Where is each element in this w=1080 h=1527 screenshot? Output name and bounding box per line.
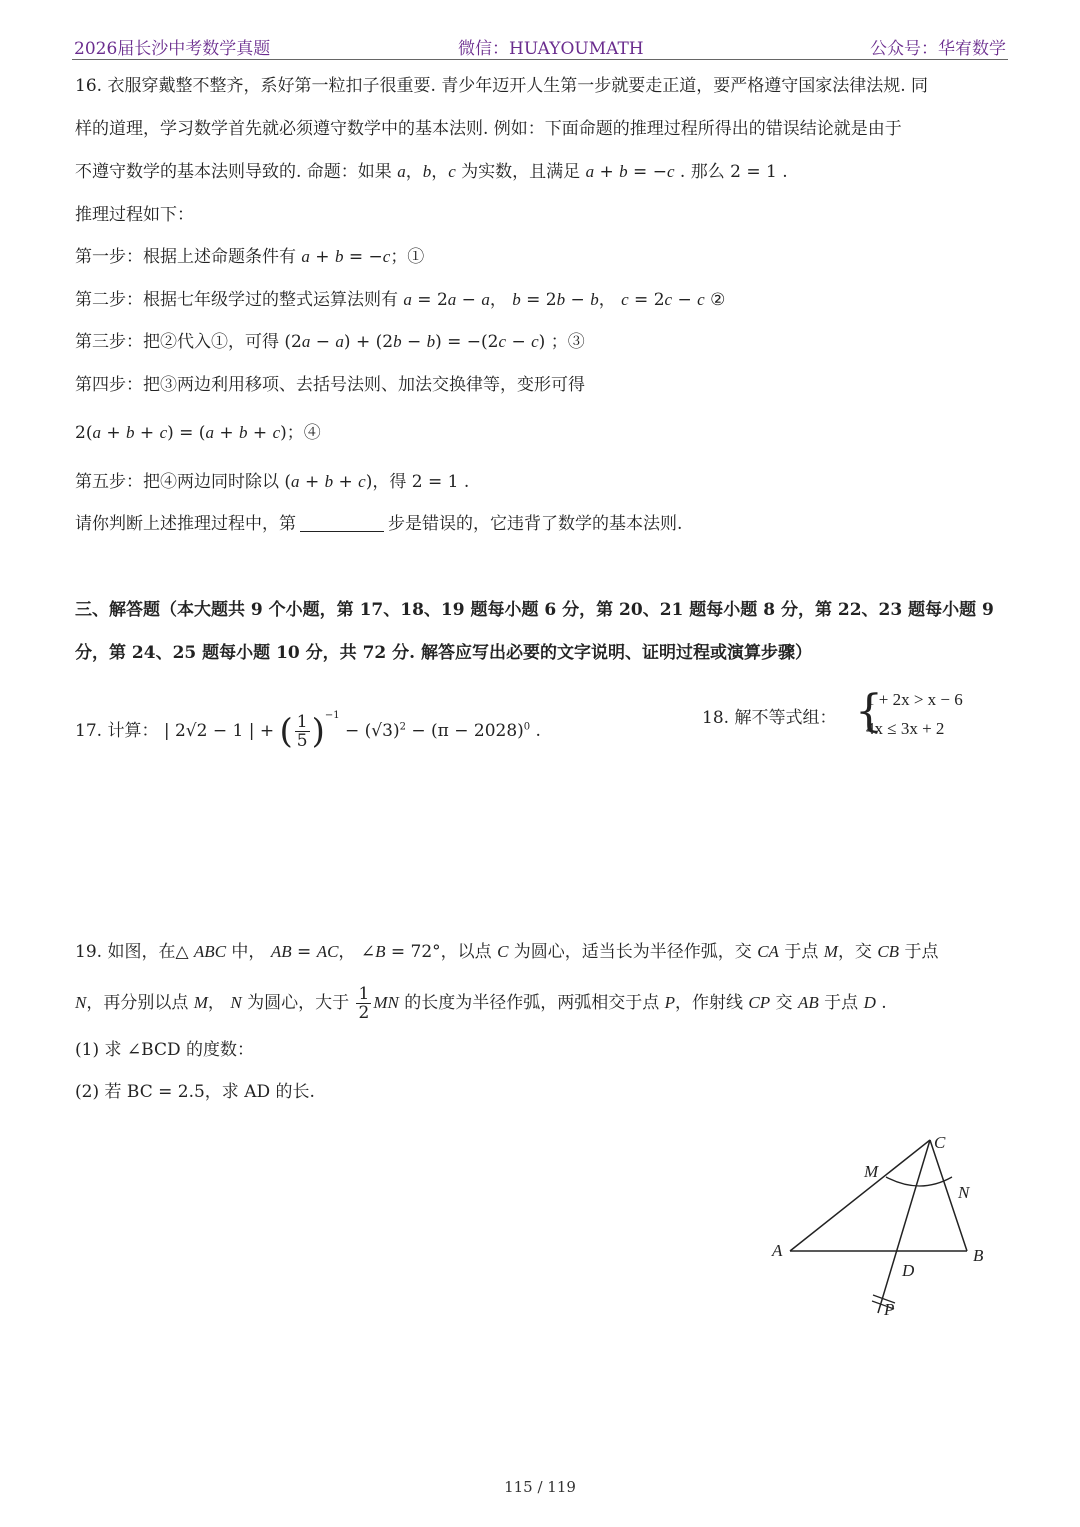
label-m: M: [864, 1162, 879, 1181]
q16-step1: 第一步：根据上述命题条件有 a + b = −c；①: [75, 247, 425, 267]
answer-blank[interactable]: [300, 513, 384, 532]
label-d: D: [902, 1261, 915, 1280]
q19-part1: (1) 求 ∠BCD 的度数：: [75, 1040, 254, 1060]
q16-step2: 第二步：根据七年级学过的整式运算法则有 a = 2a − a， b = 2b − b， c = 2c − c ②: [75, 290, 726, 310]
label-c: C: [934, 1133, 946, 1152]
ray-cp: [878, 1140, 930, 1313]
header-divider: [72, 59, 1008, 60]
side-ca: [790, 1140, 930, 1251]
q18-label: 18. 解不等式组：: [702, 708, 837, 728]
section3-line2: 分，第 24、25 题每小题 10 分，共 72 分. 解答应写出必要的文字说明、证明过程或演算步骤）: [75, 643, 812, 663]
q16-line1: 16. 衣服穿戴整不整齐，系好第一粒扣子很重要. 青少年迈开人生第一步就要走正道，要严格遵守国家法律法规. 同: [75, 76, 929, 96]
q16-step4-formula: 2(a + b + c) = (a + b + c)；④: [75, 423, 321, 443]
q16-line2: 样的道理，学习数学首先就必须遵守数学中的基本法则. 例如：下面命题的推理过程所得出的错误结论就是由于: [75, 119, 902, 139]
section3-line1: 三、解答题（本大题共 9 个小题，第 17、18、19 题每小题 6 分，第 20、21 题每小题 8 分，第 22、23 题每小题 9: [75, 600, 994, 620]
label-n: N: [958, 1183, 970, 1202]
q17: 17. 计算： | 2√2 − 1 | + ( $\frac{1}{5}$ )$^{-1} - (√3)^2 - (\pi - 2028)^0$ .: [75, 710, 541, 752]
q18-inequality-1: 1 + 2x > x − 6: [866, 690, 963, 709]
q16-step3: 第三步：把②代入①，可得 (2a − a) + (2b − b) = −(2c − c) ；③: [75, 332, 585, 352]
q16-step5: 第五步：把④两边同时除以 (a + b + c)，得 2 = 1 .: [75, 472, 470, 492]
q19-line2: N，再分别以点 M， N 为圆心，大于 $\frac{1}{2}$ MN 的长度为半径作弧，两弧相交于点 P，作射线 CP 交 AB 于点 D .: [75, 984, 887, 1023]
label-p: P: [884, 1300, 895, 1319]
q16-intro: 推理过程如下：: [75, 205, 194, 225]
page-number: 115 / 119: [504, 1478, 576, 1496]
q19-line1: 19. 如图，在△ ABC 中， AB = AC， ∠B = 72°，以点 C 为圆心，适当长为半径作弧，交 CA 于点 M，交 CB 于点: [75, 942, 939, 962]
header-account: 公众号：华宥数学: [870, 39, 1006, 59]
header-title: 2026届长沙中考数学真题: [74, 39, 271, 59]
triangle-figure: [760, 1125, 1000, 1325]
q19-part2: (2) 若 BC = 2.5，求 AD 的长.: [75, 1082, 315, 1102]
q16-question: 请你判断上述推理过程中，第 步是错误的，它违背了数学的基本法则.: [75, 514, 683, 534]
q16-line3: 不遵守数学的基本法则导致的. 命题：如果 a，b，c 为实数，且满足 a + b = −c . 那么 2 = 1 .: [75, 162, 788, 182]
q18-inequality-2: 4x ≤ 3x + 2: [866, 719, 945, 738]
system-brace: {: [855, 686, 883, 737]
q16-step4: 第四步：把③两边利用移项、去括号法则、加法交换律等，变形可得: [75, 375, 585, 395]
label-b: B: [973, 1246, 984, 1265]
label-a: A: [772, 1241, 783, 1260]
header-wechat: 微信：HUAYOUMATH: [458, 39, 644, 59]
